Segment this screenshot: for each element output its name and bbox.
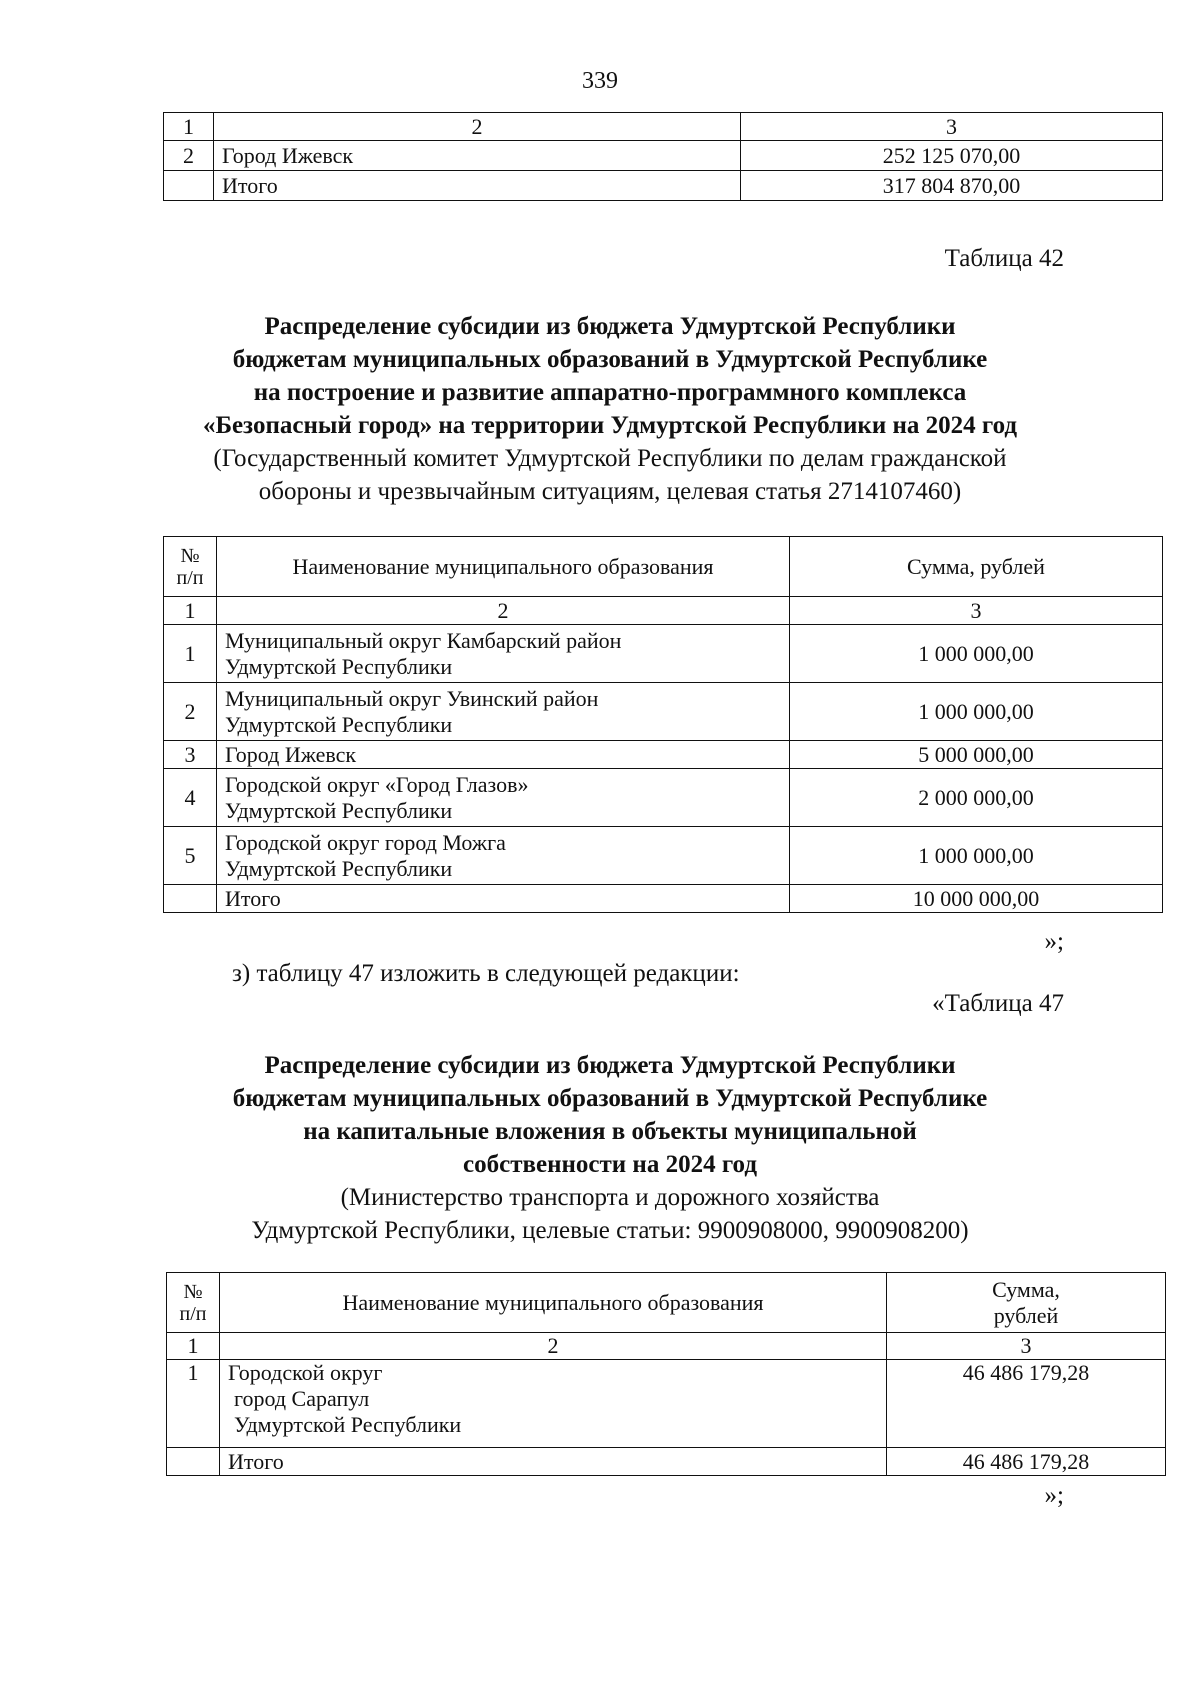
col-number-3: 3 (790, 597, 1163, 625)
row-number: 4 (164, 769, 217, 827)
row-number: 1 (167, 1360, 220, 1448)
header-sum-line2: рублей (993, 1302, 1059, 1328)
header-num-line2: п/п (179, 1302, 207, 1325)
table42-caption: Таблица 42 (944, 245, 1064, 272)
table-header-row (167, 1273, 1166, 1333)
col-number-2: 2 (220, 1333, 887, 1360)
municipality-name (217, 827, 790, 885)
col-number-3: 3 (741, 113, 1163, 141)
row-number: 5 (164, 827, 217, 885)
header-sum-line1: Сумма, (992, 1276, 1060, 1302)
heading-line: собственности на 2024 год (463, 1151, 757, 1178)
municipality-name: Город Ижевск (217, 741, 790, 769)
col-number-1: 1 (164, 113, 214, 141)
name-line: Удмуртской Республики (234, 1412, 462, 1437)
total-row (164, 885, 1163, 913)
table47-caption: «Таблица 47 (932, 990, 1064, 1017)
col-header-sum: Сумма, рублей (790, 537, 1163, 597)
col-number-1: 1 (164, 597, 217, 625)
amount: 2 000 000,00 (790, 769, 1163, 827)
name-line: Муниципальный округ Увинский район (225, 685, 599, 711)
heading-line: бюджетам муниципальных образований в Удмуртской Республике (232, 1085, 988, 1112)
municipality-name (217, 625, 790, 683)
header-num-line2: п/п (176, 566, 204, 589)
name-line: Удмуртской Республики (225, 797, 453, 823)
table42-heading (110, 310, 1110, 508)
table-row (164, 141, 1163, 171)
column-numbers-row (167, 1333, 1166, 1360)
column-numbers-row (164, 597, 1163, 625)
amount: 252 125 070,00 (741, 141, 1163, 171)
row-number: 2 (164, 141, 214, 171)
table47 (166, 1272, 1166, 1476)
table-row (164, 683, 1163, 741)
name-line: Городской округ «Город Глазов» (225, 771, 529, 797)
total-label: Итого (214, 171, 741, 201)
name-line: Городской округ (228, 1360, 383, 1385)
total-amount: 46 486 179,28 (887, 1448, 1166, 1476)
table47-closing-quote: »; (1044, 1482, 1064, 1509)
total-label: Итого (217, 885, 790, 913)
municipality-name: Город Ижевск (214, 141, 741, 171)
col-number-2: 2 (217, 597, 790, 625)
table-row (164, 769, 1163, 827)
table-continuation (163, 112, 1163, 201)
row-number-empty (164, 885, 217, 913)
table-row (164, 741, 1163, 769)
name-line: Удмуртской Республики (225, 711, 453, 737)
amount: 46 486 179,28 (887, 1360, 1166, 1448)
subtitle-line: (Министерство транспорта и дорожного хозяйства (340, 1184, 880, 1211)
row-number: 3 (164, 741, 217, 769)
header-num-line1: № (183, 1280, 203, 1303)
heading-line: бюджетам муниципальных образований в Удмуртской Республике (232, 346, 988, 373)
total-amount: 317 804 870,00 (741, 171, 1163, 201)
amendment-instruction: з) таблицу 47 изложить в следующей редакции: (232, 960, 740, 987)
name-line: Городской округ город Можга (225, 829, 506, 855)
col-header-name: Наименование муниципального образования (217, 537, 790, 597)
total-amount: 10 000 000,00 (790, 885, 1163, 913)
subtitle-line: (Государственный комитет Удмуртской Республики по делам гражданской (213, 445, 1007, 472)
name-line: Удмуртской Республики (225, 653, 453, 679)
heading-line: на капитальные вложения в объекты муниципальной (303, 1118, 917, 1145)
total-row (167, 1448, 1166, 1476)
page-number: 339 (582, 68, 618, 94)
col-number-3: 3 (887, 1333, 1166, 1360)
total-row (164, 171, 1163, 201)
heading-line: Распределение субсидии из бюджета Удмуртской Республики (264, 313, 956, 340)
amount: 1 000 000,00 (790, 625, 1163, 683)
subtitle-line: Удмуртской Республики, целевые статьи: 9900908000, 9900908200) (251, 1217, 969, 1244)
row-number: 1 (164, 625, 217, 683)
heading-line: Распределение субсидии из бюджета Удмуртской Республики (264, 1052, 956, 1079)
name-line: город Сарапул (234, 1386, 370, 1411)
total-label: Итого (220, 1448, 887, 1476)
table-row (164, 625, 1163, 683)
table-header-row (164, 113, 1163, 141)
name-line: Муниципальный округ Камбарский район (225, 627, 622, 653)
row-number-empty (167, 1448, 220, 1476)
subtitle-line: обороны и чрезвычайным ситуациям, целевая статья 2714107460) (258, 478, 962, 505)
heading-line: на построение и развитие аппаратно-программного комплекса (253, 379, 967, 406)
table42-closing-quote: »; (1044, 928, 1064, 955)
municipality-name (217, 683, 790, 741)
municipality-name (220, 1360, 887, 1448)
row-number (164, 171, 214, 201)
col-number-1: 1 (167, 1333, 220, 1360)
heading-line: «Безопасный город» на территории Удмуртской Республики на 2024 год (202, 412, 1018, 439)
amount: 1 000 000,00 (790, 827, 1163, 885)
header-num-line1: № (180, 544, 200, 567)
col-header-number (164, 537, 217, 597)
col-header-name: Наименование муниципального образования (220, 1273, 887, 1333)
col-number-2: 2 (214, 113, 741, 141)
table42 (163, 536, 1163, 913)
table-row (164, 827, 1163, 885)
table-header-row (164, 537, 1163, 597)
municipality-name (217, 769, 790, 827)
col-header-sum (887, 1273, 1166, 1333)
table-row (167, 1360, 1166, 1448)
name-line: Удмуртской Республики (225, 855, 453, 881)
col-header-number (167, 1273, 220, 1333)
table47-heading (110, 1049, 1110, 1247)
row-number: 2 (164, 683, 217, 741)
amount: 1 000 000,00 (790, 683, 1163, 741)
amount: 5 000 000,00 (790, 741, 1163, 769)
